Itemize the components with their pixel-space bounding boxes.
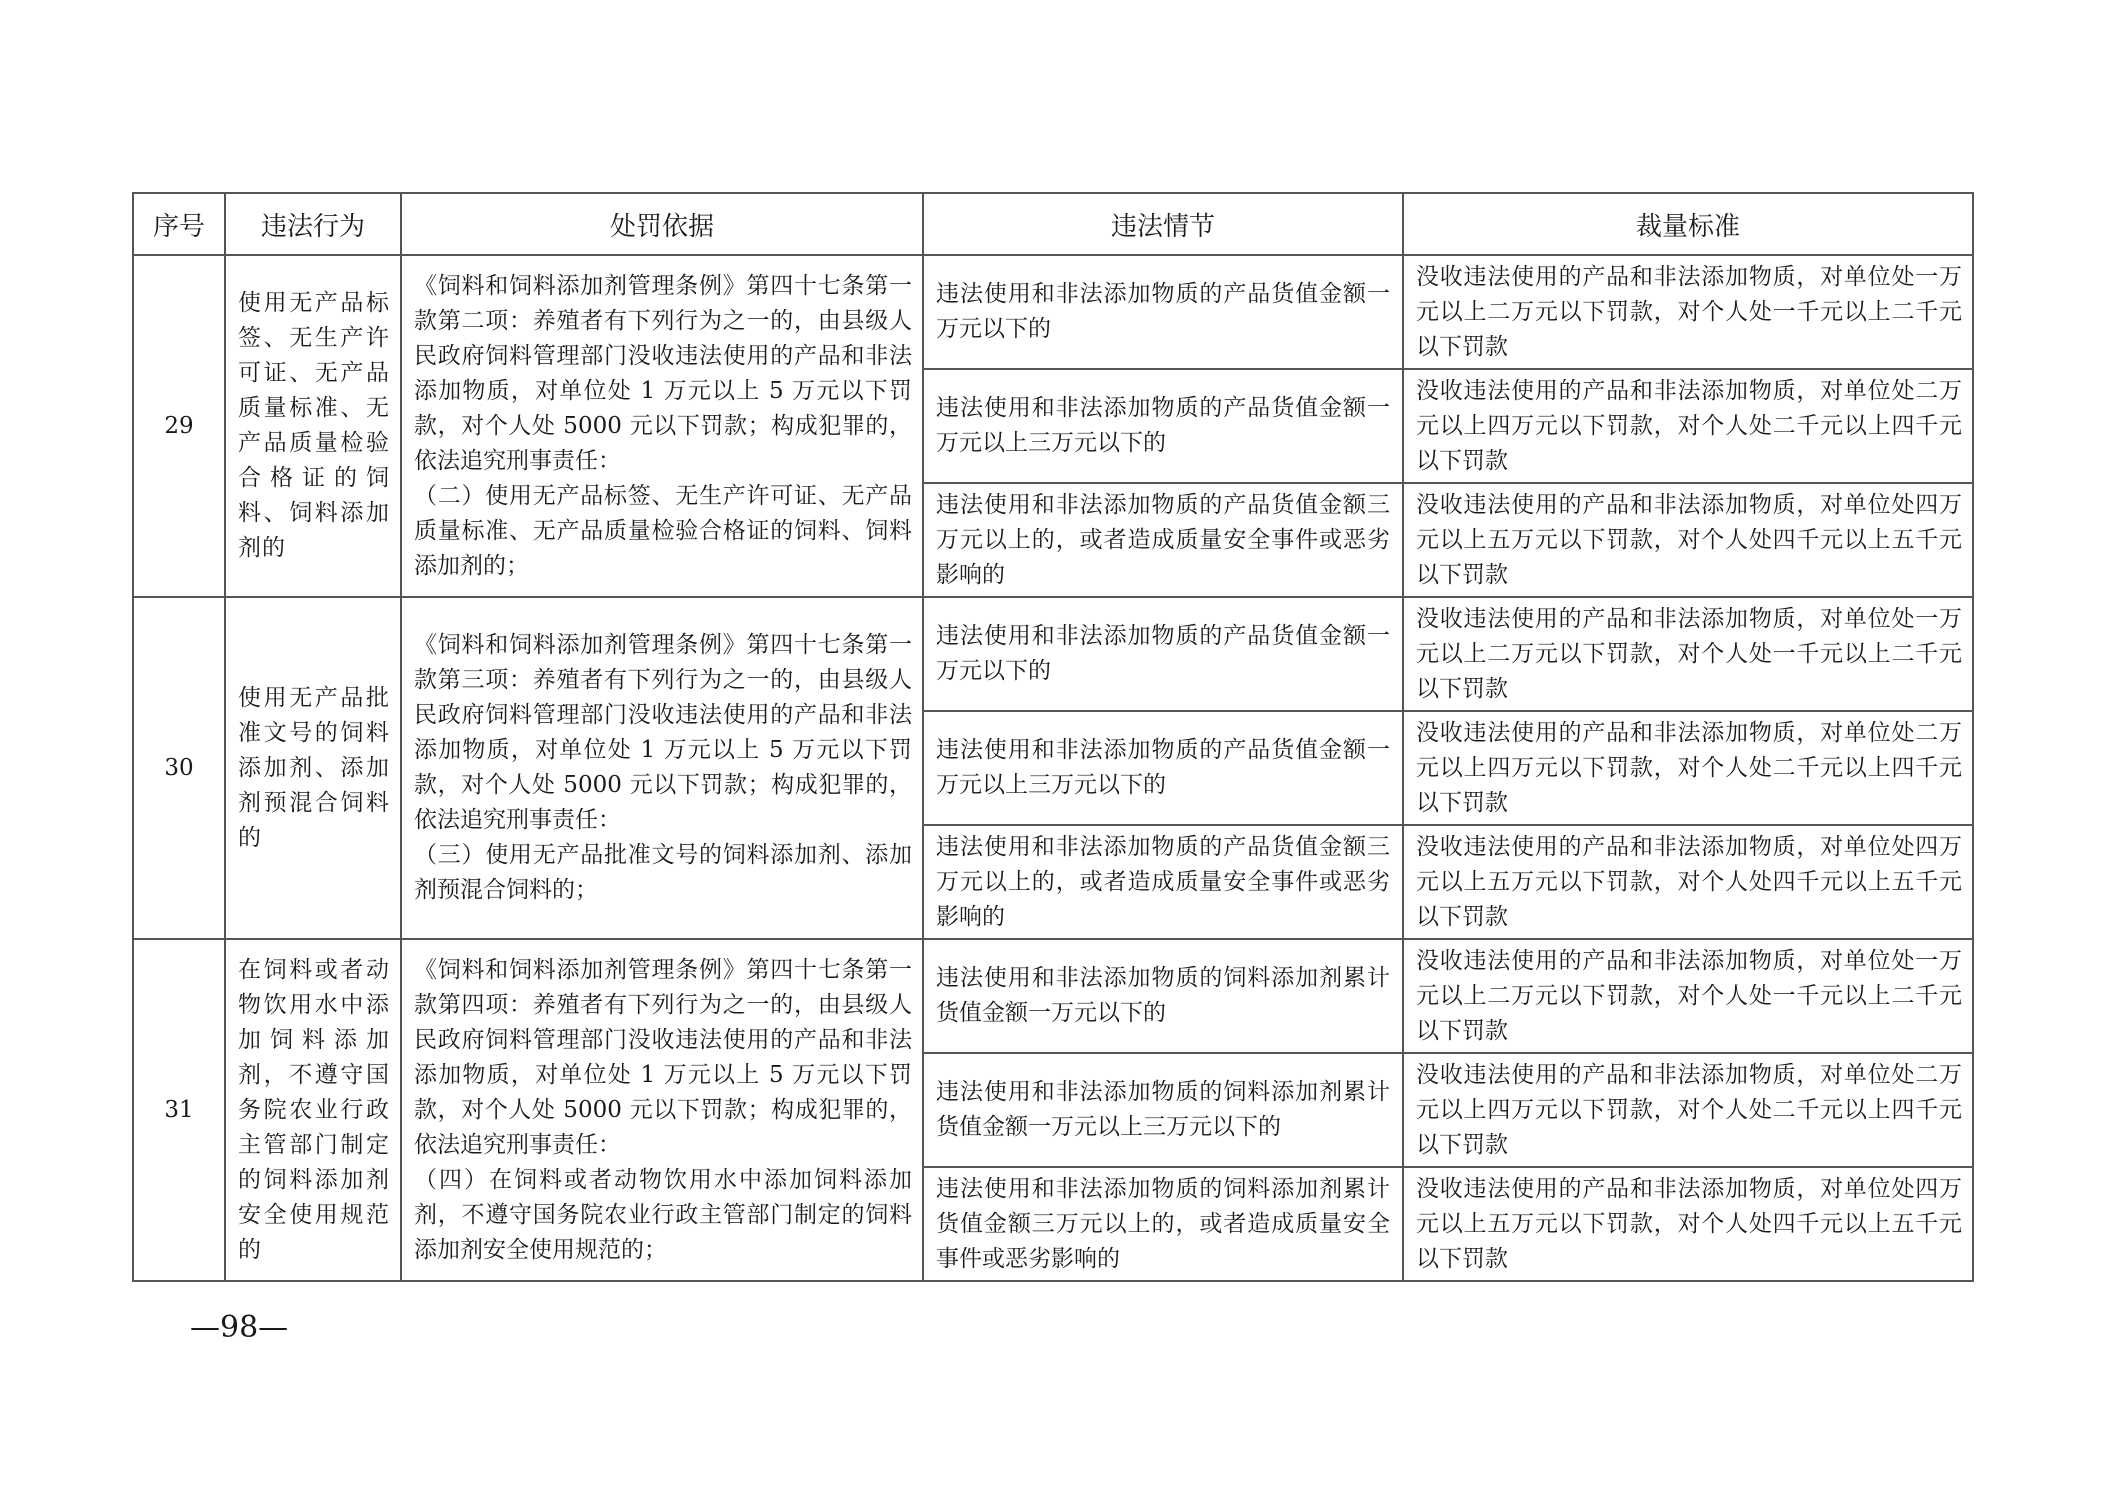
row-number: 31 [133, 939, 225, 1281]
basis-clause: 《饲料和饲料添加剂管理条例》第四十七条第一款第二项：养殖者有下列行为之一的，由县级人民政府饲料管理部门没收违法使用的产品和非法添加物质，对单位处 1 万元以上 5 万元以下罚款，对个人处 5000 元以下罚款；构成犯罪的，依法追究刑事责任： [414, 272, 912, 474]
basis-clause: 《饲料和饲料添加剂管理条例》第四十七条第一款第三项：养殖者有下列行为之一的，由县级人民政府饲料管理部门没收违法使用的产品和非法添加物质，对单位处 1 万元以上 5 万元以下罚款，对个人处 5000 元以下罚款；构成犯罪的，依法追究刑事责任： [414, 632, 912, 833]
circumstance-cell: 违法使用和非法添加物质的饲料添加剂累计货值金额三万元以上的，或者造成质量安全事件或恶劣影响的 [923, 1167, 1403, 1281]
header-number: 序号 [133, 193, 225, 255]
standard-cell: 没收违法使用的产品和非法添加物质，对单位处二万元以上四万元以下罚款，对个人处二千元以上四千元以下罚款 [1403, 1053, 1973, 1167]
header-violation: 违法行为 [225, 193, 401, 255]
basis-clause: 《饲料和饲料添加剂管理条例》第四十七条第一款第四项：养殖者有下列行为之一的，由县级人民政府饲料管理部门没收违法使用的产品和非法添加物质，对单位处 1 万元以上 5 万元以下罚款，对个人处 5000 元以下罚款；构成犯罪的，依法追究刑事责任： [414, 956, 912, 1158]
legal-basis [401, 255, 923, 597]
circumstance-cell: 违法使用和非法添加物质的产品货值金额三万元以上的，或者造成质量安全事件或恶劣影响的 [923, 825, 1403, 939]
circumstance-cell: 违法使用和非法添加物质的产品货值金额一万元以上三万元以下的 [923, 369, 1403, 483]
standard-cell: 没收违法使用的产品和非法添加物质，对单位处四万元以上五万元以下罚款，对个人处四千元以上五千元以下罚款 [1403, 825, 1973, 939]
header-standard: 裁量标准 [1403, 193, 1973, 255]
table-row [133, 255, 1973, 369]
header-circumstance: 违法情节 [923, 193, 1403, 255]
basis-item: （二）使用无产品标签、无生产许可证、无产品质量标准、无产品质量检验合格证的饲料、饲料添加剂的； [414, 482, 912, 579]
legal-basis [401, 939, 923, 1281]
legal-basis [401, 597, 923, 939]
table-header-row [133, 193, 1973, 255]
circumstance-cell: 违法使用和非法添加物质的产品货值金额一万元以下的 [923, 255, 1403, 369]
standard-cell: 没收违法使用的产品和非法添加物质，对单位处四万元以上五万元以下罚款，对个人处四千元以上五千元以下罚款 [1403, 1167, 1973, 1281]
circumstance-cell: 违法使用和非法添加物质的产品货值金额一万元以下的 [923, 597, 1403, 711]
violation-act: 使用无产品批准文号的饲料添加剂、添加剂预混合饲料的 [225, 597, 401, 939]
row-number: 30 [133, 597, 225, 939]
standard-cell: 没收违法使用的产品和非法添加物质，对单位处四万元以上五万元以下罚款，对个人处四千元以上五千元以下罚款 [1403, 483, 1973, 597]
circumstance-cell: 违法使用和非法添加物质的产品货值金额一万元以上三万元以下的 [923, 711, 1403, 825]
table-row [133, 597, 1973, 711]
standard-cell: 没收违法使用的产品和非法添加物质，对单位处一万元以上二万元以下罚款，对个人处一千元以上二千元以下罚款 [1403, 597, 1973, 711]
standard-cell: 没收违法使用的产品和非法添加物质，对单位处一万元以上二万元以下罚款，对个人处一千元以上二千元以下罚款 [1403, 255, 1973, 369]
violation-act: 使用无产品标签、无生产许可证、无产品质量标准、无产品质量检验合格证的饲料、饲料添加剂的 [225, 255, 401, 597]
basis-item: （四）在饲料或者动物饮用水中添加饲料添加剂，不遵守国务院农业行政主管部门制定的饲料添加剂安全使用规范的； [414, 1166, 912, 1263]
standard-cell: 没收违法使用的产品和非法添加物质，对单位处二万元以上四万元以下罚款，对个人处二千元以上四千元以下罚款 [1403, 711, 1973, 825]
header-legal-basis: 处罚依据 [401, 193, 923, 255]
circumstance-cell: 违法使用和非法添加物质的产品货值金额三万元以上的，或者造成质量安全事件或恶劣影响的 [923, 483, 1403, 597]
basis-item: （三）使用无产品批准文号的饲料添加剂、添加剂预混合饲料的； [414, 842, 912, 903]
circumstance-cell: 违法使用和非法添加物质的饲料添加剂累计货值金额一万元以下的 [923, 939, 1403, 1053]
circumstance-cell: 违法使用和非法添加物质的饲料添加剂累计货值金额一万元以上三万元以下的 [923, 1053, 1403, 1167]
violation-act: 在饲料或者动物饮用水中添加饲料添加剂，不遵守国务院农业行政主管部门制定的饲料添加剂安全使用规范的 [225, 939, 401, 1281]
row-number: 29 [133, 255, 225, 597]
penalty-discretion-table [132, 192, 1974, 1282]
standard-cell: 没收违法使用的产品和非法添加物质，对单位处一万元以上二万元以下罚款，对个人处一千元以上二千元以下罚款 [1403, 939, 1973, 1053]
page-number: —98— [190, 1310, 289, 1345]
standard-cell: 没收违法使用的产品和非法添加物质，对单位处二万元以上四万元以下罚款，对个人处二千元以上四千元以下罚款 [1403, 369, 1973, 483]
penalty-table-container [132, 192, 1972, 1282]
table-row [133, 939, 1973, 1053]
